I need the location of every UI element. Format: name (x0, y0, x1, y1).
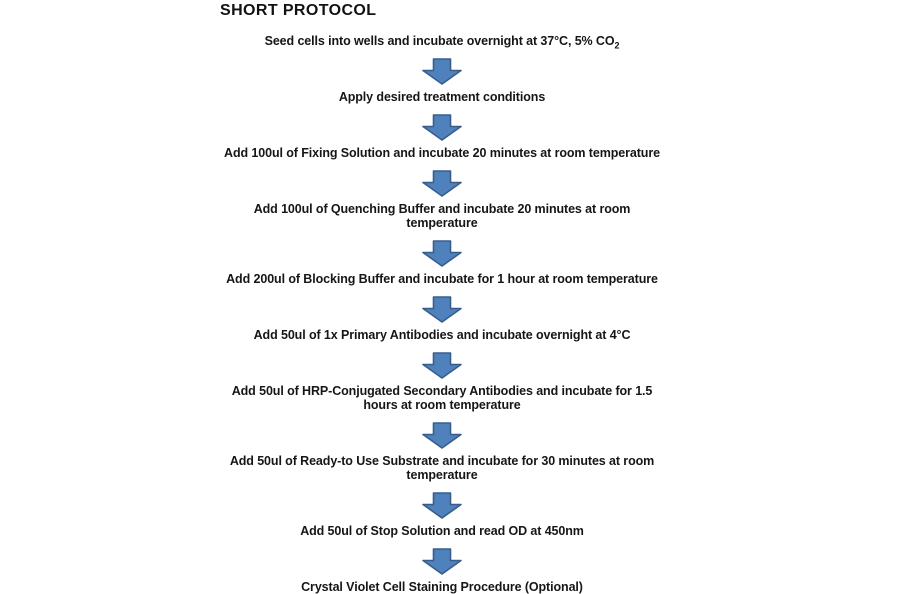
protocol-step-line: Add 100ul of Quenching Buffer and incubate 20 minutes at room (253, 202, 631, 216)
protocol-step-line: Add 50ul of Ready-to Use Substrate and incubate for 30 minutes at room (229, 454, 655, 468)
down-arrow-icon (422, 548, 462, 575)
protocol-title: SHORT PROTOCOL (220, 2, 377, 19)
down-arrow-icon (422, 58, 462, 85)
protocol-step-line: Seed cells into wells and incubate overnight at 37°C, 5% CO (264, 34, 615, 48)
protocol-step-line: hours at room temperature (363, 398, 521, 412)
protocol-step (254, 202, 631, 230)
protocol-step (264, 34, 620, 51)
down-arrow-icon (422, 352, 462, 379)
down-arrow-icon (422, 492, 462, 519)
protocol-step-line: Add 50ul of Stop Solution and read OD at 450nm (300, 524, 584, 538)
protocol-step (254, 328, 631, 342)
protocol-step-line: Add 200ul of Blocking Buffer and incubate for 1 hour at room temperature (226, 272, 658, 286)
protocol-step-line: temperature (406, 216, 478, 230)
subscript-text: 2 (614, 40, 620, 51)
down-arrow-icon (422, 422, 462, 449)
protocol-step-line: Crystal Violet Cell Staining Procedure (Optional) (301, 580, 583, 594)
down-arrow-icon (422, 170, 462, 197)
down-arrow-icon (422, 240, 462, 267)
protocol-step-line: temperature (406, 468, 478, 482)
protocol-step (230, 454, 654, 482)
protocol-step (232, 384, 653, 412)
protocol-step (300, 524, 584, 538)
protocol-step-line: Add 50ul of 1x Primary Antibodies and incubate overnight at 4°C (253, 328, 631, 342)
protocol-step (226, 272, 658, 286)
protocol-step-line: Apply desired treatment conditions (338, 90, 546, 104)
protocol-flow (112, 34, 772, 594)
protocol-step-line: Add 100ul of Fixing Solution and incubate 20 minutes at room temperature (224, 146, 660, 160)
down-arrow-icon (422, 296, 462, 323)
protocol-step (301, 580, 583, 594)
down-arrow-icon (422, 114, 462, 141)
protocol-step (224, 146, 660, 160)
protocol-step-line: Add 50ul of HRP-Conjugated Secondary Antibodies and incubate for 1.5 (231, 384, 653, 398)
protocol-step (339, 90, 545, 104)
